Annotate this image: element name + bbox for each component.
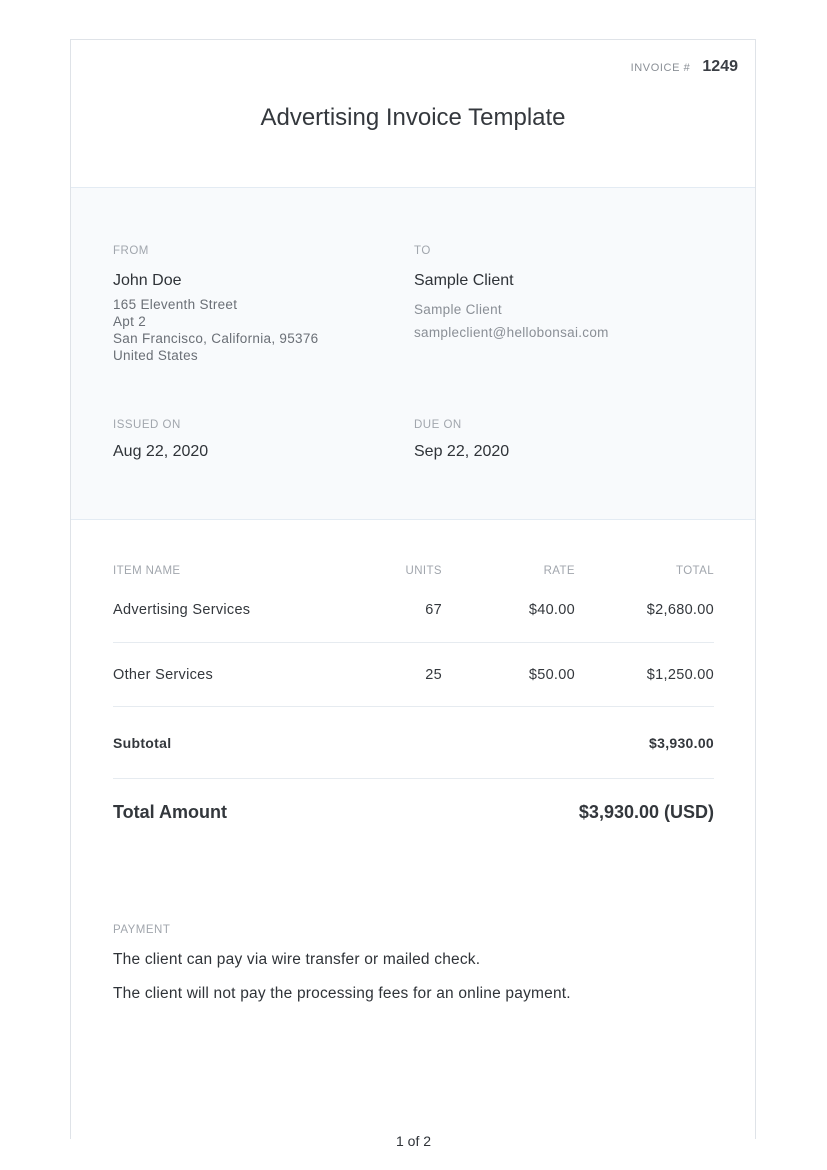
payment-section (113, 924, 713, 1003)
from-address (113, 296, 318, 364)
from-address-line: Apt 2 (113, 314, 147, 329)
invoice-number-value: 1249 (702, 58, 738, 75)
page-number: 1 of 2 (395, 1133, 432, 1149)
from-address-line: United States (113, 348, 198, 363)
to-label: TO (414, 245, 431, 257)
from-block (113, 245, 318, 364)
total-value: $3,930.00 (USD) (578, 801, 714, 822)
invoice-number (631, 58, 738, 76)
item-name: Other Services (113, 666, 214, 683)
issued-block (113, 419, 208, 461)
due-block (414, 419, 509, 461)
header-units: UNITS (405, 565, 442, 577)
items-header-row (113, 546, 714, 577)
item-rate: $40.00 (528, 601, 575, 618)
invoice-title: Advertising Invoice Template (260, 104, 566, 131)
item-rate: $50.00 (528, 666, 575, 683)
subtotal-value: $3,930.00 (649, 734, 714, 751)
table-row (113, 643, 714, 707)
total-label: Total Amount (113, 801, 227, 822)
parties-section (71, 188, 755, 520)
subtotal-row (113, 707, 714, 779)
subtotal-label: Subtotal (113, 734, 172, 751)
item-total: $1,250.00 (646, 666, 714, 683)
invoice-header (71, 40, 755, 188)
due-label: DUE ON (414, 419, 462, 431)
items-table (71, 546, 755, 845)
item-units: 67 (425, 601, 442, 618)
payment-note: The client can pay via wire transfer or mailed check. (113, 951, 481, 968)
total-row (113, 779, 714, 845)
due-date: Sep 22, 2020 (414, 443, 510, 460)
table-row (113, 577, 714, 643)
header-rate: RATE (543, 565, 575, 577)
to-block (414, 245, 609, 340)
header-item-name: ITEM NAME (113, 565, 181, 577)
payment-note: The client will not pay the processing fees for an online payment. (113, 985, 571, 1002)
from-address-line: San Francisco, California, 95376 (113, 331, 319, 346)
issued-date: Aug 22, 2020 (113, 443, 209, 460)
item-total: $2,680.00 (646, 601, 714, 618)
to-company: Sample Client (414, 302, 502, 317)
invoice-page (70, 39, 756, 1139)
to-email: sampleclient@hellobonsai.com (414, 325, 609, 340)
to-name: Sample Client (414, 272, 514, 289)
from-address-line: 165 Eleventh Street (113, 297, 238, 312)
issued-label: ISSUED ON (113, 419, 181, 431)
header-total: TOTAL (676, 565, 714, 577)
from-label: FROM (113, 245, 149, 257)
from-name: John Doe (113, 272, 182, 289)
to-details (414, 302, 609, 340)
payment-label: PAYMENT (113, 924, 171, 936)
invoice-number-label: INVOICE # (630, 62, 691, 74)
item-name: Advertising Services (113, 601, 251, 618)
item-units: 25 (425, 666, 442, 683)
